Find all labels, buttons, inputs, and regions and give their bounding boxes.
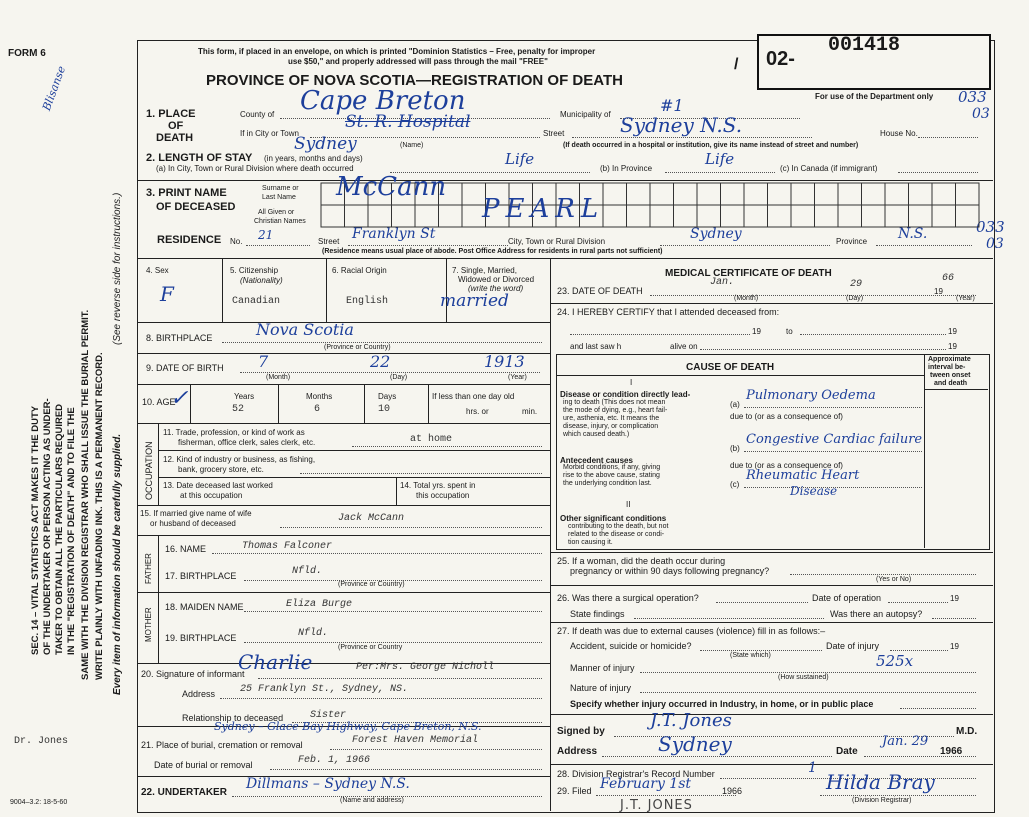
side-line-1: SEC. 14 – VITAL STATISTICS ACT MAKES IT THE DUTY	[30, 405, 41, 655]
cause-b-value: Congestive Cardiac failure	[746, 432, 923, 447]
death-month-value: Jan.	[710, 277, 735, 288]
informant-signature: Charlie	[238, 650, 313, 674]
dob-month-sublabel: (Month)	[266, 374, 291, 381]
stay-province-value: Life	[705, 150, 735, 168]
registration-prefix: 02-	[766, 48, 795, 70]
autopsy-label: Was there an autopsy?	[830, 609, 923, 619]
last-saw-label: and last saw h	[570, 342, 622, 351]
antecedent-label-1: Antecedent causes	[560, 456, 633, 465]
racial-origin-value: English	[346, 296, 389, 307]
occupation-value: at home	[410, 434, 453, 445]
name-letter-box	[415, 205, 439, 227]
birthplace-sublabel: (Province or Country)	[324, 344, 391, 351]
dob-year-value: 1913	[484, 352, 525, 371]
dob-day-sublabel: (Day)	[390, 374, 408, 381]
name-letter-box	[627, 183, 651, 205]
informant-per: Per:Mrs. George Nicholl	[356, 662, 495, 673]
q11-label-b: fisherman, office clerk, sales clerk, etc.	[178, 438, 316, 447]
street-value: Sydney N.S.	[620, 113, 743, 137]
racial-origin-label: 6. Racial Origin	[332, 266, 387, 275]
age-label: 10. AGE	[142, 397, 176, 407]
q13-label-a: 13. Date deceased last worked	[163, 481, 273, 490]
residence-note: (Residence means usual place of abode. Post Office Address for residents in rural parts not sufficient)	[322, 248, 663, 255]
years-value: 52	[232, 404, 245, 415]
signed-by-label: Signed by	[557, 726, 605, 737]
hours-label: hrs. or	[466, 407, 489, 416]
q14-label-a: 14. Total yrs. spent in	[400, 481, 476, 490]
given-label-1: All Given or	[258, 209, 295, 216]
reverse-instructions-note: (See reverse side for instructions.)	[112, 192, 123, 345]
dob-day-value: 22	[370, 352, 391, 371]
disease-line-4: ure, asthenia, etc. It means the	[563, 415, 660, 422]
margin-note: Blisanse	[40, 64, 69, 113]
md-label: M.D.	[956, 726, 978, 737]
nature-label: Nature of injury	[570, 683, 632, 693]
years-label: Years	[234, 392, 255, 401]
residence-no-label: No.	[230, 237, 243, 246]
q14-label-b: this occupation	[416, 491, 470, 500]
name-letter-box	[321, 205, 345, 227]
name-letter-box	[791, 205, 815, 227]
days-label: Days	[378, 392, 397, 401]
residence-city-label: City, Town or Rural Division	[508, 237, 606, 246]
name-letter-box	[932, 183, 956, 205]
father-side-label: FATHER	[144, 553, 153, 584]
relationship-value: Sister	[310, 710, 347, 721]
q29-label: 29. Filed	[557, 786, 592, 796]
q15-label-b: or husband of deceased	[150, 519, 236, 528]
marital-label-2: Widowed or Divorced	[458, 275, 535, 284]
q28-label: 28. Division Registrar's Record Number	[557, 769, 715, 779]
injury-year-prefix: 19	[950, 642, 959, 651]
name-letter-box	[862, 205, 886, 227]
doctor-stamp: J.T. JONES	[620, 798, 693, 813]
alive-on-year-prefix: 19	[948, 342, 957, 351]
q26-label: 26. Was there a surgical operation?	[557, 593, 699, 603]
interval-label-2: interval be-	[928, 364, 966, 371]
supply-info-note: Every item of information should be carefully supplied.	[112, 433, 123, 695]
q11-label-a: 11. Trade, profession, or kind of work as	[163, 428, 305, 437]
given-label-2: Christian Names	[254, 218, 306, 225]
name-letter-box	[650, 205, 674, 227]
name-letter-box	[392, 205, 416, 227]
spouse-value: Jack McCann	[338, 513, 405, 524]
side-line-3: TAKER TO OBTAIN ALL THE PARTICULARS REQUIRED	[54, 403, 65, 655]
place-label-1: 1. PLACE	[146, 108, 196, 120]
name-letter-box	[603, 183, 627, 205]
cause-a-value: Pulmonary Oedema	[746, 388, 876, 403]
q15-label-a: 15. If married give name of wife	[140, 509, 252, 518]
disease-line-5: disease, injury, or complication	[563, 423, 659, 430]
q21-label: 21. Place of burial, cremation or removal	[141, 740, 303, 750]
side-line-6: WRITE PLAINLY WITH UNFADING INK. THIS IS A PERMANENT RECORD.	[94, 352, 105, 680]
under-day-label: If less than one day old	[432, 392, 515, 401]
q12-label-b: bank, grocery store, etc.	[178, 465, 264, 474]
q19-label: 19. BIRTHPLACE	[165, 633, 237, 643]
interval-label-3: tween onset	[930, 372, 971, 379]
father-birthplace-sublabel: (Province or Country)	[338, 581, 405, 588]
name-letter-box	[368, 205, 392, 227]
doctor-name: Dr. Jones	[14, 736, 69, 747]
residence-no-value: 21	[258, 228, 274, 242]
signed-date-value: Jan. 29	[882, 734, 929, 749]
residence-street-label: Street	[318, 237, 340, 246]
dob-month-value: 7	[258, 352, 269, 371]
medical-certificate-title: MEDICAL CERTIFICATE OF DEATH	[665, 268, 832, 279]
cause-b-label: (b)	[730, 444, 740, 453]
name-letter-box	[885, 205, 909, 227]
marital-value: married	[440, 291, 509, 311]
county-value: Cape Breton	[300, 86, 466, 116]
department-use-label: For use of the Department only	[815, 92, 934, 101]
signed-date-year: 1966	[940, 746, 963, 757]
other-conditions-2: contributing to the death, but not	[568, 523, 669, 530]
form-title: PROVINCE OF NOVA SCOTIA—REGISTRATION OF DEATH	[206, 72, 623, 89]
relationship-label: Relationship to deceased	[182, 713, 284, 723]
dob-label: 9. DATE OF BIRTH	[146, 363, 224, 373]
name-letter-box	[744, 183, 768, 205]
name-letter-box	[909, 183, 933, 205]
attended-year-prefix-1: 19	[752, 327, 761, 336]
other-conditions-1: Other significant conditions	[560, 514, 667, 523]
stay-province-label: (b) In Province	[600, 164, 653, 173]
hospital-note: (If death occurred in a hospital or institution, give its name instead of street and number)	[563, 142, 859, 149]
envelope-notice-2: use $50," and properly addressed will pass through the mail "FREE"	[288, 57, 548, 66]
mother-birthplace-value: Nfld.	[298, 628, 329, 639]
record-number-value: 1	[808, 760, 817, 776]
burial-place-value: Forest Haven Memorial	[352, 735, 479, 746]
due-to-label-2: due to (or as a consequence of)	[730, 461, 843, 470]
q27-label: 27. If death was due to external causes (violence) fill in as follows:–	[557, 626, 826, 636]
months-value: 6	[314, 404, 321, 415]
q12-label-a: 12. Kind of industry or business, as fishing,	[163, 455, 316, 464]
hospital-value: St. R. Hospital	[345, 112, 471, 132]
death-year-value: 66	[942, 273, 955, 284]
form-number: FORM 6	[8, 48, 46, 59]
name-letter-box	[674, 183, 698, 205]
side-line-4: IN THE "REGISTRATION OF DEATH" AND TO FILE THE	[66, 407, 77, 655]
municipality-value: #1	[660, 96, 684, 115]
name-letter-box	[909, 205, 933, 227]
name-letter-box	[650, 183, 674, 205]
attended-to-label: to	[786, 327, 793, 336]
name-letter-box	[815, 183, 839, 205]
signer-address-label: Address	[557, 746, 598, 757]
name-letter-box	[697, 205, 721, 227]
side-line-2: OF THE UNDERTAKER OR PERSON ACTING AS UNDER-	[42, 398, 53, 655]
state-which-sublabel: (State which)	[730, 652, 771, 659]
informant-address-label: Address	[182, 689, 216, 699]
disease-line-1: Disease or condition directly lead-	[560, 390, 691, 399]
name-label-2: OF DECEASED	[156, 201, 236, 213]
name-letter-box	[697, 183, 721, 205]
burial-date-value: Feb. 1, 1966	[298, 755, 371, 766]
name-letter-box	[838, 205, 862, 227]
name-letter-box	[932, 205, 956, 227]
interval-label-4: and death	[934, 380, 968, 387]
q23-label: 23. DATE OF DEATH	[557, 286, 643, 296]
death-day-sublabel: (Day)	[846, 295, 864, 302]
death-month-sublabel: (Month)	[734, 295, 759, 302]
other-conditions-4: tion causing it.	[568, 539, 613, 546]
registrar-signature: Hilda Bray	[826, 770, 935, 794]
registrar-sublabel: (Division Registrar)	[852, 797, 912, 804]
days-value: 10	[378, 404, 391, 415]
mother-side-label: MOTHER	[144, 607, 153, 642]
yes-no-sublabel: (Yes or No)	[876, 576, 912, 583]
death-year-prefix: 19	[934, 287, 943, 296]
cause-c-label: (c)	[730, 480, 740, 489]
residence-street-value: Franklyn St	[352, 226, 436, 242]
occupation-side-label: OCCUPATION	[144, 441, 154, 500]
q17-label: 17. BIRTHPLACE	[165, 571, 237, 581]
roman-two: II	[626, 500, 631, 509]
department-code-4: 03	[986, 236, 1004, 252]
name-label-1: 3. PRINT NAME	[146, 187, 227, 199]
citizenship-label: 5. Citizenship	[230, 266, 279, 275]
accident-label: Accident, suicide or homicide?	[570, 641, 692, 651]
specify-label: Specify whether injury occurred in Industry, in home, or in public place	[570, 699, 874, 709]
name-letter-box	[744, 205, 768, 227]
other-conditions-3: related to the disease or condi-	[568, 531, 665, 538]
name-letter-box	[838, 183, 862, 205]
burial-route: Sydney – Glace Bay Highway, Cape Breton, N.S.	[214, 720, 482, 733]
minutes-label: min.	[522, 407, 538, 416]
residence-province-label: Province	[836, 237, 868, 246]
name-letter-box	[674, 205, 698, 227]
q20-label: 20. Signature of informant	[141, 669, 245, 679]
name-letter-box	[627, 205, 651, 227]
city-label: If in City or Town	[240, 129, 299, 138]
municipality-label: Municipality of	[560, 110, 611, 119]
name-letter-box	[603, 205, 627, 227]
city-value: Sydney	[294, 134, 357, 154]
alive-on-label: alive on	[670, 342, 698, 351]
name-letter-box	[815, 205, 839, 227]
sex-label: 4. Sex	[146, 266, 169, 275]
q16-label: 16. NAME	[165, 544, 207, 554]
name-letter-box	[885, 183, 909, 205]
residence-province-value: N.S.	[898, 226, 928, 242]
side-line-5: SAME WITH THE DIVISION REGISTRAR WHO SHALL ISSUE THE BURIAL PERMIT.	[80, 309, 91, 680]
stay-sublabel: (in years, months and days)	[264, 154, 363, 163]
residence-city-value: Sydney	[690, 226, 742, 242]
place-label-2: OF	[168, 120, 184, 132]
name-letter-box	[956, 205, 980, 227]
undertaker-value: Dillmans – Sydney N.S.	[246, 776, 410, 792]
manner-value: 525x	[876, 652, 914, 670]
department-code-2: 03	[972, 106, 990, 122]
antecedent-label-4: the underlying condition last.	[563, 480, 652, 487]
death-day-value: 29	[850, 279, 863, 290]
interval-label-1: Approximate	[928, 356, 971, 363]
informant-address-value: 25 Franklyn St., Sydney, NS.	[240, 684, 409, 695]
operation-year-prefix: 19	[950, 594, 959, 603]
county-label: County of	[240, 110, 275, 119]
name-letter-box	[768, 205, 792, 227]
q25-label-b: pregnancy or within 90 days following pregnancy?	[570, 566, 770, 576]
name-letter-box	[791, 183, 815, 205]
given-name-value: PEARL	[482, 194, 605, 224]
citizenship-sublabel: (Nationality)	[240, 276, 283, 285]
birthplace-value: Nova Scotia	[256, 320, 354, 339]
how-sustained-sublabel: (How sustained)	[778, 674, 829, 681]
q18-label: 18. MAIDEN NAME	[165, 602, 244, 612]
undertaker-sublabel: (Name and address)	[340, 797, 404, 804]
name-letter-box	[862, 183, 886, 205]
citizenship-value: Canadian	[232, 296, 281, 307]
q13-label-b: at this occupation	[180, 491, 243, 500]
stay-canada-label: (c) In Canada (if immigrant)	[780, 164, 878, 173]
marital-label-1: 7. Single, Married,	[452, 266, 517, 275]
name-letter-box	[345, 205, 369, 227]
signer-address-value: Sydney	[658, 732, 732, 756]
cause-c-value-1: Rheumatic Heart	[746, 468, 860, 483]
disease-line-3: the mode of dying, e.g., heart fail-	[563, 407, 668, 414]
manner-label: Manner of injury	[570, 663, 635, 673]
disease-line-2: ing to death (This does not mean	[563, 399, 666, 406]
house-number-label: House No.	[880, 129, 918, 138]
surname-value: McCann	[336, 172, 447, 202]
dob-year-sublabel: (Year)	[508, 374, 527, 381]
name-letter-box	[721, 183, 745, 205]
date-of-injury-label: Date of injury	[826, 641, 880, 651]
street-label: Street	[543, 129, 565, 138]
department-code-1: 033	[958, 88, 987, 106]
cause-a-label: (a)	[730, 400, 740, 409]
antecedent-label-2: Morbid conditions, if any, giving	[563, 464, 661, 471]
place-label-3: DEATH	[156, 132, 194, 144]
stay-label: 2. LENGTH OF STAY	[146, 152, 253, 164]
filed-year-value: 1966	[722, 786, 743, 796]
cause-of-death-title: CAUSE OF DEATH	[686, 362, 775, 373]
stay-city-value: Life	[505, 150, 535, 168]
q22-label: 22. UNDERTAKER	[141, 787, 227, 798]
envelope-notice-1: This form, if placed in an envelope, on which is printed "Dominion Statistics – Free, penalty for improper	[198, 47, 596, 56]
sex-value: F	[160, 282, 174, 306]
name-letter-box	[956, 183, 980, 205]
registration-number: 001418	[828, 34, 901, 57]
birthplace-label: 8. BIRTHPLACE	[146, 333, 213, 343]
mother-birthplace-sublabel: (Province or Country	[338, 644, 403, 651]
q24-label: 24. I HEREBY CERTIFY that I attended deceased from:	[557, 307, 780, 317]
attended-year-prefix-2: 19	[948, 327, 957, 336]
city-name-sublabel: (Name)	[400, 142, 424, 149]
signed-by-value: J.T. Jones	[650, 710, 732, 731]
burial-date-label: Date of burial or removal	[154, 760, 253, 770]
name-letter-box	[439, 205, 463, 227]
disease-line-6: which caused death.)	[563, 431, 630, 438]
mother-name-value: Eliza Burge	[286, 599, 353, 610]
name-letter-box	[768, 183, 792, 205]
surname-label-1: Surname or	[262, 185, 299, 192]
father-name-value: Thomas Falconer	[242, 541, 333, 552]
antecedent-label-3: rise to the above cause, stating	[563, 472, 660, 479]
surname-label-2: Last Name	[262, 194, 296, 201]
death-registration-form: FORM 6 This form, if placed in an envelope, on which is printed "Dominion Statistics – Free, penalty for improper use $50," and properly addressed will pass through the mail "FREE" PROVINCE OF NOVA SCOTIA—REGISTRATION OF DEATH 02- 001418 For use of the Department only 033 03 033 03 Blisanse SEC. 14 – VITAL STATISTICS ACT MAKES IT THE DUTY OF THE UNDERTAKER OR PERSON ACTING AS UNDER- TAKER TO OBTAIN ALL THE PARTICULARS REQUIRED IN THE "REGISTRATION OF DEATH" AND TO FILE THE SAME WITH THE DIVISION REGISTRAR WHO SHALL ISSUE THE BURIAL PERMIT. WRITE PLAINLY WITH UNFADING INK. THIS IS A PERMANENT RECORD. (See reverse side for instructions.) Every item of information should be carefully supplied. Dr. Jones 9004–3.2: 18-5-60 1. PLACE OF DEATH County of Cape Breton Municipality of #1 If in City or Town Sydney St. R. Hospital (Name) Street Sydney N.S. House No. (If death occurred in a hospital or institution, give its name instead of street and number) 2. LENGTH OF STAY (in years, months and days) (a) In City, Town or Rural Division where death occurred Life (b) In Province Life (c) In Canada (if immigrant) 3. PRINT NAME OF DECEASED Surname or Last Name All Given or Christian Names McCann PEARL RESIDENCE No. 21 Street Franklyn St City, Town or Rural Division Sydney Province N.S. (Residence means usual place of abode. Post Office Address for residents in rural parts not sufficient) 4. Sex F 5. Citizenship (Nationality) Canadian 6. Racial Origin English 7. Single, Married, Widowed or Divorced (write the word) married 8. BIRTHPLACE Nova Scotia (Province or Country) 9. DATE OF BIRTH 7 22 1913 (Month) (Day) (Year) 10. AGE ✓ Years 52 Months 6 Days 10 If less than one day old hrs. or min. OCCUPATION 11. Trade, profession, or kind of work as fisherman, office clerk, sales clerk, etc. at home 12. Kind of industry or business, as fishing, bank, grocery store, etc. 13. Date deceased last worked at this occupation 14. Total yrs. spent in this occupation 15. If married give name of wife or husband of deceased Jack McCann FATHER 16. NAME Thomas Falconer 17. BIRTHPLACE Nfld. (Province or Country) MOTHER 18. MAIDEN NAME Eliza Burge 19. BIRTHPLACE Nfld. (Province or Country 20. Signature of informant Charlie Per:Mrs. George Nicholl Address 25 Franklyn St., Sydney, NS. Relationship to deceased Sister Sydney – Glace Bay Highway, Cape Breton, N.S. 21. Place of burial, cremation or removal Forest Haven Memorial Date of burial or removal Feb. 1, 1966 22. UNDERTAKER Dillmans – Sydney N.S. (Name and address) MEDICAL CERTIFICATE OF DEATH 23. DATE OF DEATH Jan. 29 19 66 (Month) (Day) (Year) 24. I HEREBY CERTIFY that I attended deceased from: 19 to 19 and last saw h alive on 19 CAUSE OF DEATH Approximate interval be- tween onset and death I Disease or condition directly lead- ing to death (This does not mean the mode of dying, e.g., heart fail- ure, asthenia, etc. It means the disease, injury, or complication which caused death.) (a) Pulmonary Oedema due to (or as a consequence of) (b) Congestive Cardiac failure Antecedent causes Morbid conditions, if any, giving rise to the above cause, stating the underlying condition last. due to (or as a consequence of) (c) Rheumatic Heart Disease II Other significant conditions contributing to the death, but not related to the disease or condi- tion causing it. 25. If a woman, did the death occur during pregnancy or within 90 days following pregnancy? (Yes or No) 26. Was there a surgical operation? Date of operation 19 State findings Was there an autopsy? 27. If death was due to external causes (violence) fill in as follows:– Accident, suicide or homicide? (State which) Date of injury 19 Manner of injury 525x (How sustained) Nature of injury Specify whether injury occurred in Industry, in home, or in public place Signed by J.T. Jones M.D. Address Sydney Date Jan. 29 1966 28. Division Registrar's Record Number 1 29. Filed February 1st 1966 Hilda Bray (Division Registrar) J.T. JONES /	[0, 0, 1029, 817]
department-code-3: 033	[976, 218, 1005, 236]
months-label: Months	[306, 392, 333, 401]
name-letter-box	[721, 205, 745, 227]
stay-city-label: (a) In City, Town or Rural Division where death occurred	[156, 164, 354, 173]
death-year-sublabel: (Year)	[956, 295, 975, 302]
roman-one: I	[630, 378, 633, 387]
marital-label-3: (write the word)	[468, 284, 524, 293]
residence-label: RESIDENCE	[157, 234, 222, 246]
cause-c-value-2: Disease	[790, 484, 838, 498]
state-findings-label: State findings	[570, 609, 625, 619]
q25-label-a: 25. If a woman, did the death occur during	[557, 556, 726, 566]
signed-date-label: Date	[836, 746, 858, 757]
due-to-label-1: due to (or as a consequence of)	[730, 412, 843, 421]
date-of-operation-label: Date of operation	[812, 593, 882, 603]
father-birthplace-value: Nfld.	[292, 566, 323, 577]
print-code: 9004–3.2: 18-5-60	[10, 799, 68, 806]
filed-date-value: February 1st	[600, 776, 692, 792]
